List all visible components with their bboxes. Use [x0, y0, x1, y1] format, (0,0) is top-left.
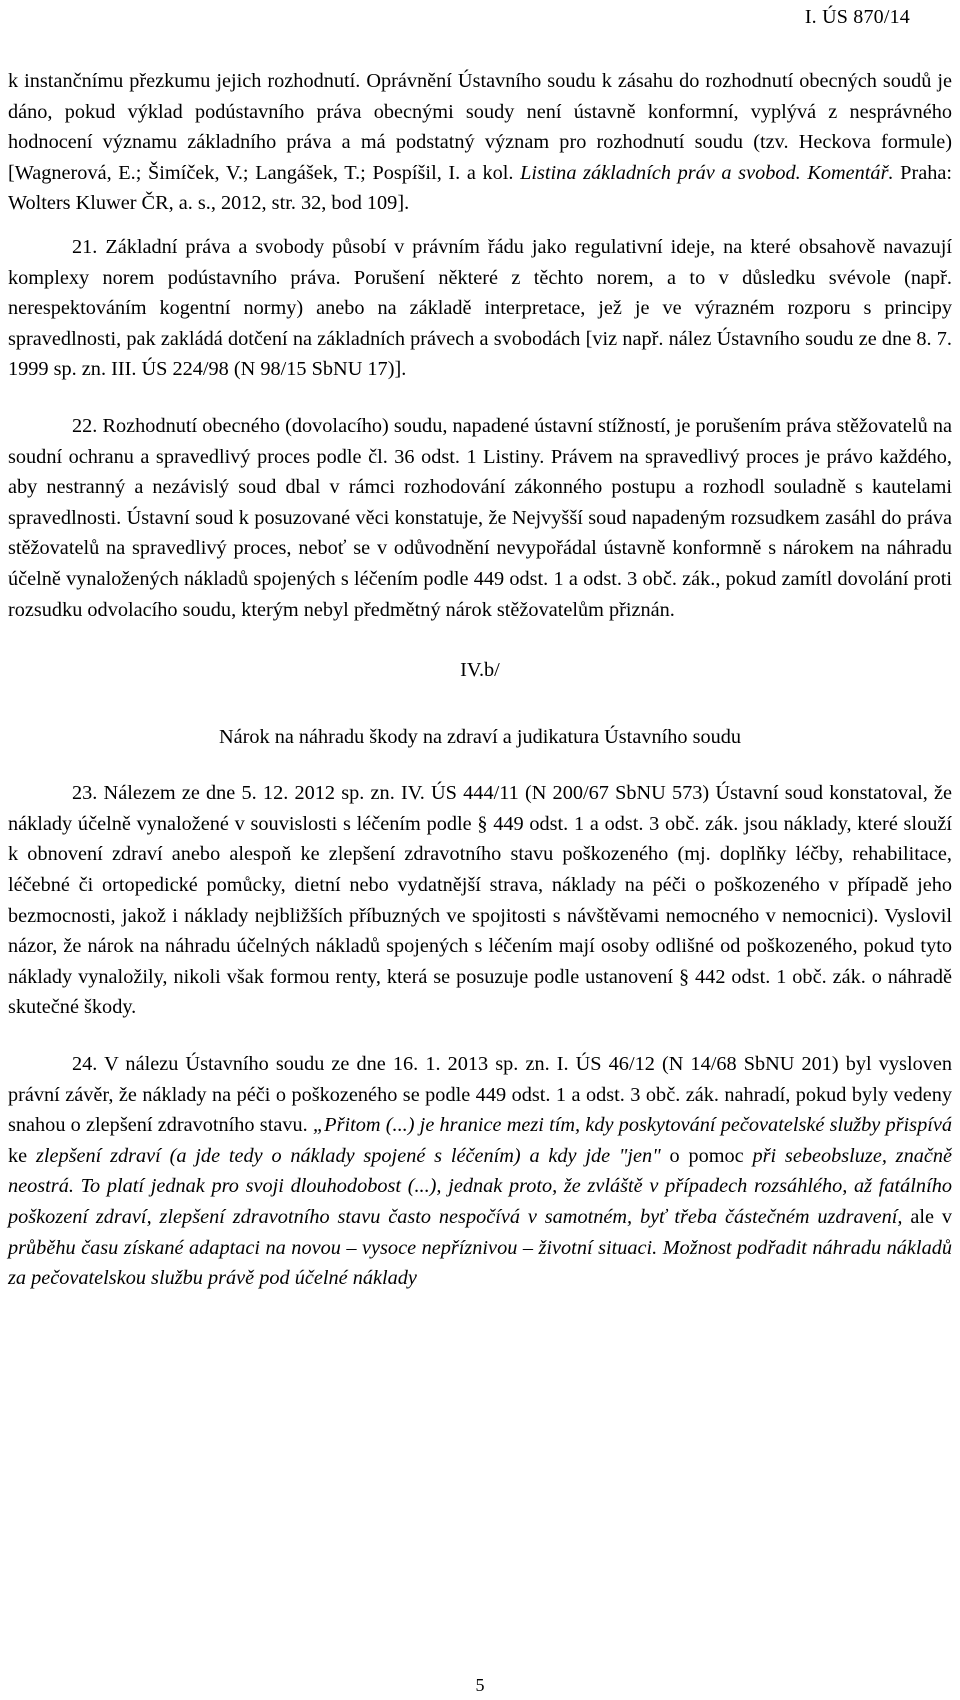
document-body [8, 66, 952, 1294]
paragraph-text: k instančnímu přezkumu jejich rozhodnutí. Oprávnění Ústavního soudu k zásahu do rozhodnutí obecných soudů je dáno, pokud výklad podústavního práva obecnými soudy není ústavně konformní, vyplývá z nesprávného hodnocení významu základního práva a má podstatný význam pro rozhodnutí soudu (tzv. Heckova formule) [Wagnerová, E.; Šimíček, V.; Langášek, T.; Pospíšil, I. a kol. [8, 70, 952, 184]
paragraph-text: ke [8, 1144, 36, 1167]
quotation-italic: průběhu času získané adaptaci na novou – vysoce nepříznivou – životní situaci. Možnost podřadit náhradu nákladů za pečovatelskou službu právě pod účelné náklady [8, 1236, 952, 1290]
paragraph-23: 23. Nálezem ze dne 5. 12. 2012 sp. zn. IV. ÚS 444/11 (N 200/67 SbNU 573) Ústavní soud konstatoval, že náklady účelně vynaložené v souvislosti s léčením podle § 449 odst. 1 a odst. 3 obč. zák. jsou náklady, které slouží k obnovení zdraví anebo alespoň ke zlepšení zdravotního stavu poškozeného (mj. doplňky léčby, rehabilitace, léčebné či ortopedické pomůcky, dietní nebo vydatnější strava, náklady na péči o poškozeného v případě jeho bezmocnosti, jakož i náklady nejbližších příbuzných ve spojitosti s návštěvami nemocného v nemocnici). Vyslovil názor, že nárok na náhradu účelných nákladů spojených s léčením mají osoby odlišné od poškozeného, pokud tyto náklady vynaložily, nikoli však formou renty, která se posuzuje podle ustanovení § 442 odst. 1 obč. zák. o náhradě skutečné škody. [8, 782, 952, 1019]
case-number-header: I. ÚS 870/14 [804, 6, 910, 28]
paragraph-text: Praha: Wolters Kluwer ČR, a. s., 2012, str. 32, bod 109]. [8, 161, 952, 215]
paragraph-text: ale v [902, 1206, 952, 1228]
paragraph-italic-text: Listina základních práv a svobod. Komentář. [520, 161, 894, 184]
quotation-italic: „Přitom (...) je hranice mezi tím, kdy poskytování pečovatelské služby přispívá [312, 1114, 952, 1137]
quotation-italic: zlepšení zdraví (a jde tedy o náklady spojené s léčením) a kdy jde "jen" [35, 1144, 661, 1167]
paragraph-24 [8, 1049, 952, 1294]
section-heading: Nárok na náhradu škody na zdraví a judikatura Ústavního soudu [218, 725, 742, 748]
paragraph-22: 22. Rozhodnutí obecného (dovolacího) soudu, napadené ústavní stížností, je porušením práva stěžovatelů na soudní ochranu a spravedlivý proces podle čl. 36 odst. 1 Listiny. Právem na spravedlivý proces je právo každého, aby nestranný a nezávislý soud dbal v rámci rozhodování zákonného postupu a rozhodl souladně s kautelami spravedlnosti. Ústavní soud k posuzované věci konstatuje, že Nejvyšší soud napadeným rozsudkem zasáhl do práva stěžovatelů na spravedlivý proces, neboť se v odůvodnění nevypořádal ústavně konformně s nárokem na náhradu účelně vynaložených nákladů spojených s léčením podle 449 odst. 1 a odst. 3 obč. zák., pokud zamítl dovolání proti rozsudku odvolacího soudu, kterým nebyl předmětný nárok stěžovatelům přiznán. [8, 414, 952, 621]
paragraph-text: 24. V nálezu Ústavního soudu ze dne 16. 1. 2013 sp. zn. I. ÚS 46/12 (N 14/68 SbNU 201) byl vysloven právní závěr, že náklady na péči o poškozeného se podle 449 odst. 1 a odst. 3 obč. zák. nahradí, pokud byly vedeny snahou o zlepšení zdravotního stavu. [8, 1053, 952, 1137]
paragraph-21: 21. Základní práva a svobody působí v právním řádu jako regulativní ideje, na které obsahově navazují komplexy norem podústavního práva. Porušení některé z těchto norem, a to v důsledku svévole (např. nerespektováním kogentní normy) anebo na základě interpretace, jež je ve výrazném rozporu s principy spravedlnosti, pak zakládá dotčení na základních právech a svobodách [viz např. nález Ústavního soudu ze dne 8. 7. 1999 sp. zn. III. ÚS 224/98 (N 98/15 SbNU 17)]. [8, 235, 952, 381]
paragraph-text: o pomoc [660, 1144, 753, 1167]
paragraph-20-continuation [8, 66, 952, 219]
section-number: IV.b/ [460, 659, 500, 682]
quotation-italic: při sebeobsluze, značně neostrá. To platí jednak pro svoji dlouhodobost (...), jednak proto, že zvláště v případech rozsáhlého, až fatálního poškození zdraví, zlepšení zdravotního stavu často nespočívá v samotném, byť třeba částečném uzdravení, [8, 1144, 953, 1228]
page-number: 5 [475, 1675, 485, 1695]
